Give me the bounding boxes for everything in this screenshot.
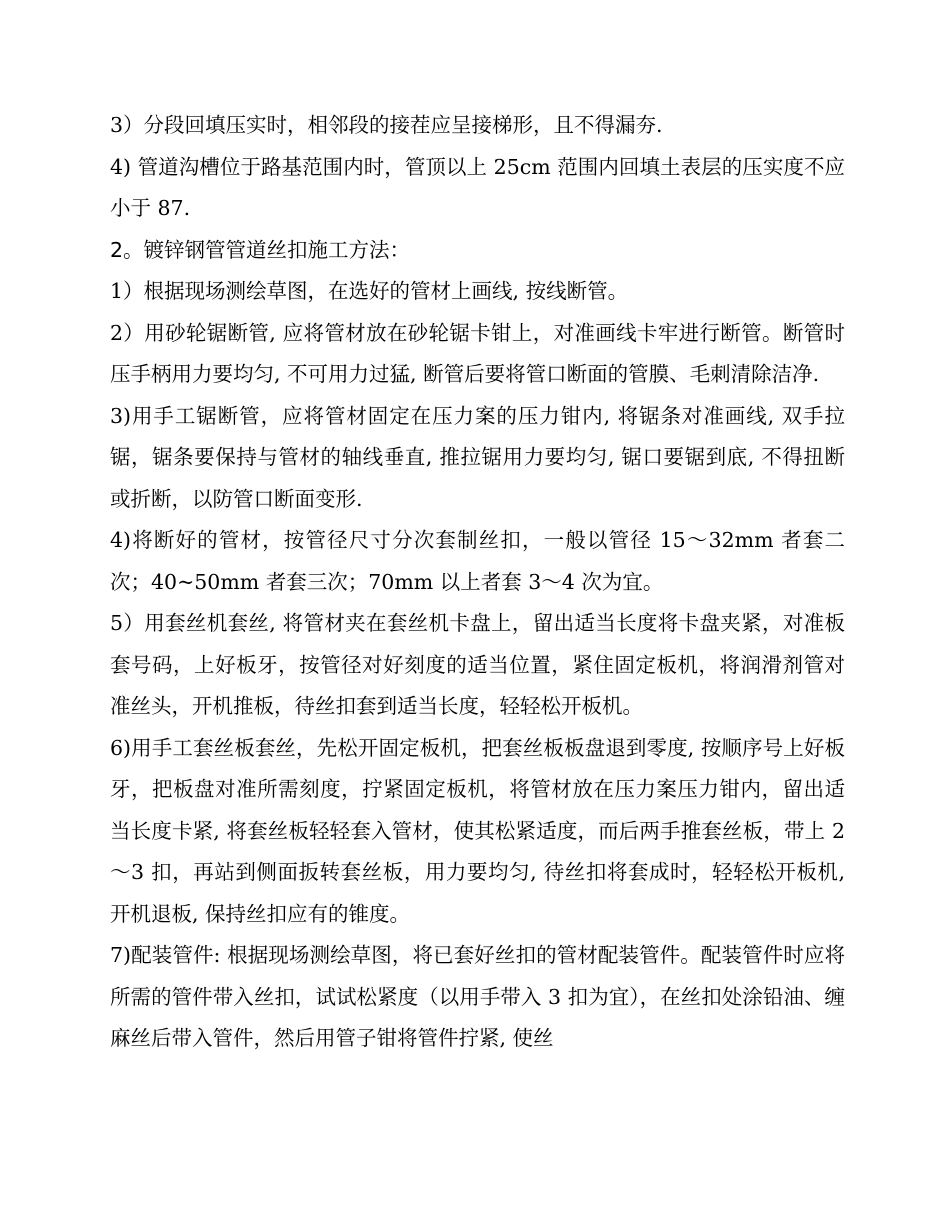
paragraph-trench-compaction: 4) 管道沟槽位于路基范围内时，管顶以上 25cm 范围内回填土表层的压实度不应小于 87. xyxy=(110,154,845,220)
section-heading-galvanized-pipe: 2。镀锌钢管管道丝扣施工方法： xyxy=(110,237,411,262)
paragraph-backfill-adjacent: 3）分段回填压实时，相邻段的接茬应呈接梯形，且不得漏夯. xyxy=(110,113,663,137)
document-page xyxy=(110,105,845,1060)
paragraph-step-5-threading-machine: 5）用套丝机套丝, 将管材夹在套丝机卡盘上，留出适当长度将卡盘夹紧，对准板套号码，上好板牙，按管径对好刻度的适当位置，紧住固定板机，将润滑剂管对准丝头，开机推板，待丝扣套到适当长度，轻轻松开板机。 xyxy=(110,611,845,718)
paragraph-step-4-threading-passes: 4)将断好的管材，按管径尺寸分次套制丝扣，一般以管径 15～32mm 者套二次；40~50mm 者套三次；70mm 以上者套 3～4 次为宜。 xyxy=(110,528,845,594)
paragraph-step-6-manual-die: 6)用手工套丝板套丝，先松开固定板机，把套丝板板盘退到零度, 按顺序号上好板牙，把板盘对准所需刻度，拧紧固定板机，将管材放在压力案压力钳内，留出适当长度卡紧, 将套丝板轻轻套入管材，使其松紧适度，而后两手推套丝板，带上 2～3 扣，再站到侧面扳转套丝板，用力要均匀, 待丝扣将套成时，轻轻松开板机, 开机退板, 保持丝扣应有的锥度。 xyxy=(110,735,845,926)
paragraph-step-3-hand-saw: 3)用手工锯断管，应将管材固定在压力案的压力钳内, 将锯条对准画线, 双手拉锯，锯条要保持与管材的轴线垂直, 推拉锯用力要均匀, 锯口要锯到底, 不得扭断或折断，以防管口断面变形. xyxy=(110,403,845,511)
paragraph-step-7-fittings: 7)配装管件: 根据现场测绘草图，将已套好丝扣的管材配装管件。配装管件时应将所需的管件带入丝扣，试试松紧度（以用手带入 3 扣为宜），在丝扣处涂铅油、缠麻丝后带入管件，然后用管子钳将管件拧紧, 使丝 xyxy=(110,943,845,1050)
paragraph-step-1-marking: 1）根据现场测绘草图，在选好的管材上画线, 按线断管。 xyxy=(110,279,629,303)
paragraph-step-2-abrasive-saw: 2）用砂轮锯断管, 应将管材放在砂轮锯卡钳上，对准画线卡牢进行断管。断管时压手柄用力要均匀, 不可用力过猛, 断管后要将管口断面的管膜、毛刺清除洁净. xyxy=(110,320,845,386)
